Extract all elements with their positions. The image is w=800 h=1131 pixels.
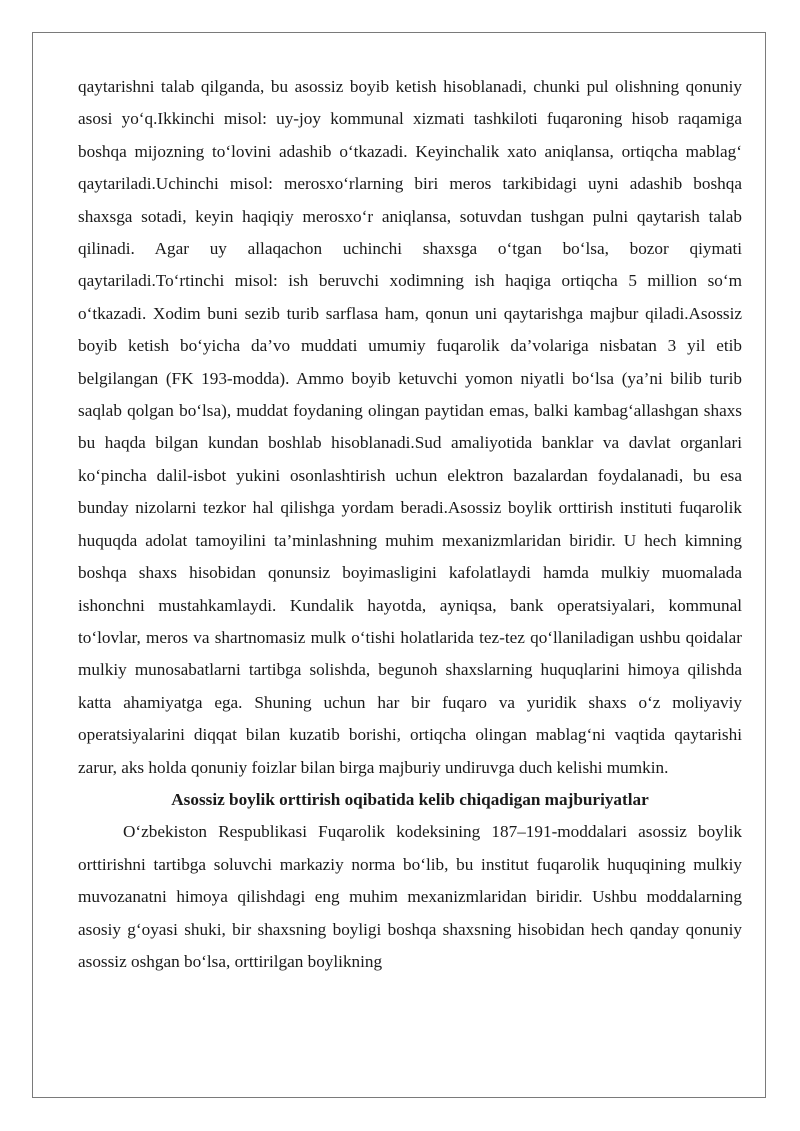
body-paragraph: qaytarishni talab qilganda, bu asossiz boyib ketish hisoblanadi, chunki pul olishning qonuniy asosi yo‘q.Ikkinchi misol: uy-joy kommunal xizmati tashkiloti fuqaroning hisob raqamiga boshqa mijozning to‘lovini adashib o‘tkazadi. Keyinchalik xato aniqlansa, ortiqcha mablag‘ qaytariladi.Uchinchi misol: merosxo‘rlarning biri meros tarkibidagi uyni adashib boshqa shaxsga sotadi, keyin haqiqiy merosxo‘r aniqlansa, sotuvdan tushgan pulni qaytarish talab qilinadi. Agar uy allaqachon uchinchi shaxsga o‘tgan bo‘lsa, bozor qiymati qaytariladi.To‘rtinchi misol: ish beruvchi xodimning ish haqiga ortiqcha 5 million so‘m o‘tkazadi. Xodim buni sezib turib sarflasa ham, qonun uni qaytarishga majbur qiladi.Asossiz boyib ketish bo‘yicha da’vo muddati umumiy fuqarolik da’volariga nisbatan 3 yil etib belgilangan (FK 193-modda). Ammo boyib ketuvchi yomon niyatli bo‘lsa (ya’ni bilib turib saqlab qolgan bo‘lsa), muddat foydaning olingan paytidan emas, balki kambag‘allashgan shaxs bu haqda bilgan kundan boshlab hisoblanadi.Sud amaliyotida banklar va davlat organlari ko‘pincha dalil-isbot yukini osonlashtirish uchun elektron bazalardan foydalanadi, bu esa bunday nizolarni tezkor hal qilishga yordam beradi.Asossiz boylik orttirish instituti fuqarolik huquqda adolat tamoyilini ta’minlashning muhim mexanizmlaridan biridir. U hech kimning boshqa shaxs hisobidan qonunsiz boyimasligini kafolatlaydi hamda mulkiy muomalada ishonchni mustahkamlaydi. Kundalik hayotda, ayniqsa, bank operatsiyalari, kommunal to‘lovlar, meros va shartnomasiz mulk o‘tishi holatlarida tez-tez qo‘llaniladigan ushbu qoidalar mulkiy munosabatlarni tartibga solishda, begunoh shaxslarning huquqlarini himoya qilishda katta ahamiyatga ega. Shuning uchun har bir fuqaro va yuridik shaxs o‘z moliyaviy operatsiyalarini diqqat bilan kuzatib borishi, ortiqcha olingan mablag‘ni vaqtida qaytarishi zarur, aks holda qonuniy foizlar bilan birga majburiy undiruvga duch kelishi mumkin.	[78, 77, 742, 777]
section-heading: Asossiz boylik orttirish oqibatida kelib chiqadigan majburiyatlar	[171, 789, 649, 809]
body-paragraph: O‘zbekiston Respublikasi Fuqarolik kodeksining 187–191-moddalari asossiz boylik orttirishni tartibga soluvchi markaziy norma bo‘lib, bu institut fuqarolik huquqining mulkiy muvozanatni himoya qilishdagi eng muhim mexanizmlaridan biridir. Ushbu moddalarning asosiy g‘oyasi shuki, bir shaxsning boyligi boshqa shaxsning hisobidan hech qanday qonuniy asossiz oshgan bo‘lsa, orttirilgan boylikning	[78, 822, 742, 971]
document-body	[78, 71, 742, 978]
